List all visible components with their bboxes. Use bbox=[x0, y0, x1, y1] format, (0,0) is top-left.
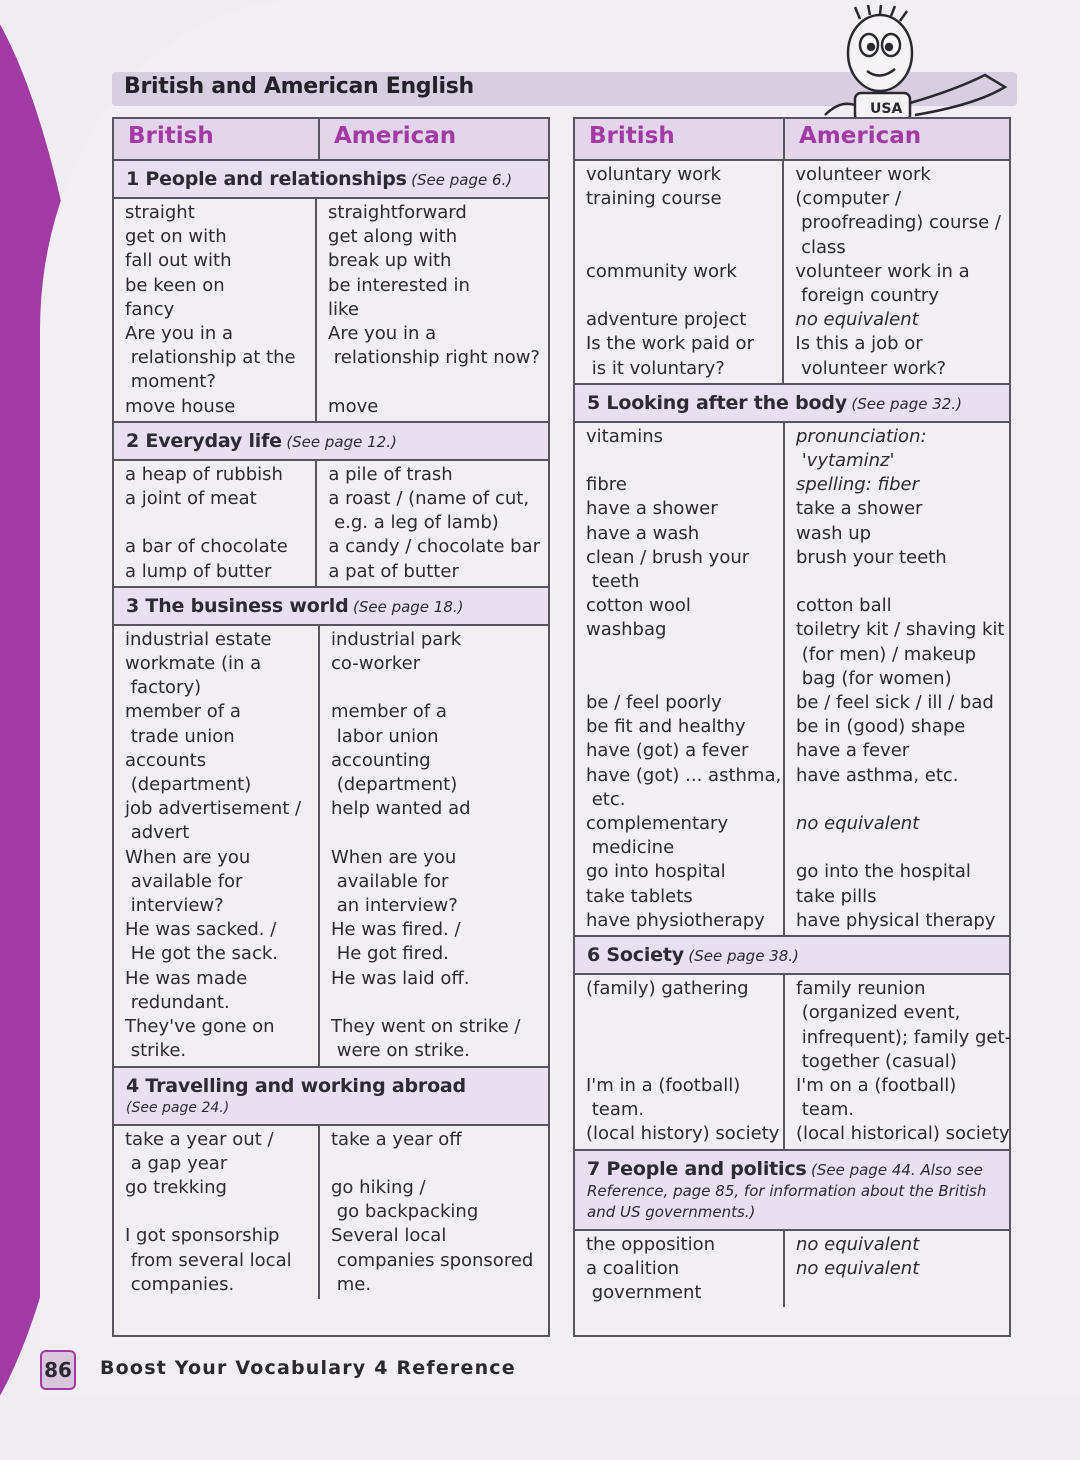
left-table bbox=[112, 117, 550, 1337]
term-line: have asthma, etc. bbox=[796, 764, 959, 786]
section-note: (See page 44. Also see Reference, page 85, for information about the British and US governments.) bbox=[587, 1160, 987, 1221]
british-terms: vitamins fibre have a shower have a wash clean / brush your teeth cotton wool washbag be / feel poorly be fit and healthy have (got) a fever have (got) ... asthma, etc. complementary medicine go into hospital take tablets have physiotherapy bbox=[575, 423, 785, 935]
term-line: were on strike. bbox=[331, 1040, 470, 1062]
term-line: labor union bbox=[331, 725, 439, 747]
term-line: (department) bbox=[331, 774, 458, 796]
term-line: cotton ball bbox=[796, 595, 892, 617]
term-line: I'm on a (football) bbox=[796, 1074, 957, 1096]
section-title: 2 Everyday life bbox=[126, 429, 282, 452]
term-line: get along with bbox=[328, 226, 458, 248]
term-line: be in (good) shape bbox=[796, 716, 966, 738]
term-line: be interested in bbox=[328, 274, 470, 296]
american-terms bbox=[785, 975, 1019, 1148]
american-terms bbox=[320, 626, 548, 1066]
section-heading bbox=[575, 1151, 1009, 1231]
section-heading bbox=[114, 423, 548, 461]
term-line: have physical therapy bbox=[796, 909, 996, 931]
section-title: 3 The business world bbox=[126, 594, 349, 617]
term-line: member of a bbox=[331, 701, 447, 723]
term-line: break up with bbox=[328, 250, 452, 272]
term-line: a roast / (name of cut, bbox=[328, 488, 530, 510]
british-terms: (family) gathering I'm in a (football) team. (local history) society bbox=[575, 975, 785, 1148]
term-line: go hiking / bbox=[331, 1176, 426, 1198]
term-line: 'vytaminz' bbox=[796, 450, 895, 472]
term-line: When are you bbox=[331, 846, 457, 868]
american-terms bbox=[785, 1231, 1009, 1308]
footer-text: Boost Your Vocabulary 4 Reference bbox=[100, 1357, 516, 1379]
term-line: a candy / chocolate bar bbox=[328, 536, 540, 558]
term-line: Are you in a bbox=[328, 323, 437, 345]
section-rows bbox=[114, 1126, 548, 1299]
term-line: volunteer work? bbox=[795, 357, 947, 379]
section-title: 6 Society bbox=[587, 944, 684, 967]
section-note: (See page 6.) bbox=[411, 171, 513, 189]
term-line: family reunion bbox=[796, 978, 926, 1000]
section-rows bbox=[575, 975, 1012, 1150]
term-line: go into the hospital bbox=[796, 861, 971, 883]
right-table bbox=[573, 117, 1011, 1337]
british-terms: voluntary work training course community work adventure project Is the work paid or is it voluntary? bbox=[575, 161, 784, 383]
section-title: 5 Looking after the body bbox=[587, 391, 847, 414]
column-header-american: American bbox=[334, 123, 457, 149]
term-line: like bbox=[328, 298, 359, 320]
section-heading bbox=[114, 588, 548, 626]
section-title: 4 Travelling and working abroad bbox=[126, 1074, 466, 1097]
term-line: foreign country bbox=[795, 285, 939, 307]
term-line: have a fever bbox=[796, 740, 910, 762]
mascot-label: USA bbox=[870, 101, 903, 117]
term-line: (for men) / makeup bbox=[796, 643, 977, 665]
british-terms: a heap of rubbish a joint of meat a bar of chocolate a lump of butter bbox=[114, 461, 317, 586]
section-rows bbox=[575, 423, 1009, 937]
british-terms: straight get on with fall out with be keen on fancy Are you in a relationship at the moment? move house bbox=[114, 199, 317, 421]
term-line: a pile of trash bbox=[328, 463, 453, 485]
mascot-illustration bbox=[805, 5, 1015, 125]
term-line: pronunciation: bbox=[796, 425, 927, 447]
term-line: He was fired. / bbox=[331, 919, 461, 941]
american-terms bbox=[317, 199, 548, 421]
section-rows bbox=[114, 461, 548, 588]
term-line: help wanted ad bbox=[331, 798, 471, 820]
term-line: me. bbox=[331, 1273, 372, 1295]
term-line: spelling: fiber bbox=[796, 474, 920, 496]
section-rows bbox=[575, 1231, 1009, 1308]
term-line: e.g. a leg of lamb) bbox=[328, 512, 499, 534]
term-line: team. bbox=[796, 1099, 855, 1121]
section-note: (See page 38.) bbox=[688, 947, 799, 966]
section-note: (See page 32.) bbox=[851, 394, 962, 413]
table-header bbox=[575, 119, 1009, 161]
term-line: (organized event, bbox=[796, 1002, 961, 1024]
term-line: (computer / bbox=[795, 188, 902, 210]
american-terms bbox=[785, 423, 1012, 935]
american-terms bbox=[317, 461, 548, 586]
term-line: Is this a job or bbox=[795, 333, 923, 355]
table-header bbox=[114, 119, 548, 161]
page-number: 86 bbox=[40, 1350, 76, 1390]
term-line: move bbox=[328, 395, 379, 417]
term-line: co-worker bbox=[331, 653, 421, 675]
term-line: accounting bbox=[331, 749, 431, 771]
term-line: straightforward bbox=[328, 202, 467, 223]
american-terms bbox=[784, 161, 1009, 383]
british-terms: industrial estate workmate (in a factory) member of a trade union accounts (department) job advertisement / advert When are you available for interview? He was sacked. / He got the sack. He was made redundant. They've gone on strike. bbox=[114, 626, 320, 1066]
term-line: no equivalent bbox=[796, 813, 920, 835]
term-line: take a year off bbox=[331, 1128, 462, 1150]
term-line: no equivalent bbox=[796, 1257, 920, 1279]
term-line: no equivalent bbox=[795, 309, 919, 331]
column-header-american: American bbox=[799, 123, 922, 149]
term-line: together (casual) bbox=[796, 1050, 957, 1072]
column-header-british: British bbox=[114, 119, 320, 159]
term-line: a pat of butter bbox=[328, 560, 459, 582]
term-line: brush your teeth bbox=[796, 546, 947, 568]
british-terms: take a year out / a gap year go trekking I got sponsorship from several local companies. bbox=[114, 1126, 320, 1299]
term-line: He got fired. bbox=[331, 943, 449, 965]
section-rows bbox=[575, 161, 1009, 385]
term-line: wash up bbox=[796, 522, 872, 544]
term-line: industrial park bbox=[331, 628, 462, 650]
section-note: (See page 24.) bbox=[126, 1099, 230, 1116]
term-line: companies sponsored bbox=[331, 1249, 534, 1271]
term-line: no equivalent bbox=[796, 1233, 920, 1255]
term-line: volunteer work in a bbox=[795, 260, 970, 282]
section-title: 1 People and relationships bbox=[126, 168, 407, 190]
term-line: (local historical) society bbox=[796, 1123, 1010, 1145]
term-line: an interview? bbox=[331, 895, 458, 917]
term-line: toiletry kit / shaving kit bbox=[796, 619, 1005, 641]
section-rows bbox=[114, 199, 548, 423]
section-note: (See page 12.) bbox=[286, 432, 397, 451]
term-line: go backpacking bbox=[331, 1201, 479, 1223]
section-note: (See page 18.) bbox=[352, 597, 464, 616]
term-line: relationship right now? bbox=[328, 347, 540, 369]
section-rows bbox=[114, 626, 548, 1068]
american-terms bbox=[320, 1126, 548, 1299]
term-line: volunteer work bbox=[795, 164, 931, 185]
term-line: They went on strike / bbox=[331, 1016, 521, 1038]
section-heading bbox=[114, 161, 548, 199]
term-line: proofreading) course / bbox=[795, 212, 1001, 234]
term-line: take pills bbox=[796, 885, 877, 907]
page-title: British and American English bbox=[124, 74, 474, 99]
term-line: class bbox=[795, 236, 846, 258]
term-line: Several local bbox=[331, 1225, 447, 1247]
column-header-british: British bbox=[575, 119, 785, 159]
term-line: take a shower bbox=[796, 498, 923, 520]
section-title: 7 People and politics bbox=[587, 1157, 807, 1180]
section-heading bbox=[114, 1068, 548, 1126]
british-terms: the opposition a coalition government bbox=[575, 1231, 785, 1308]
term-line: be / feel sick / ill / bad bbox=[796, 692, 994, 714]
term-line: infrequent); family get- bbox=[796, 1026, 1012, 1048]
section-heading bbox=[575, 385, 1009, 423]
term-line: available for bbox=[331, 870, 449, 892]
section-heading bbox=[575, 937, 1009, 975]
term-line: He was laid off. bbox=[331, 967, 470, 989]
term-line: bag (for women) bbox=[796, 667, 952, 689]
